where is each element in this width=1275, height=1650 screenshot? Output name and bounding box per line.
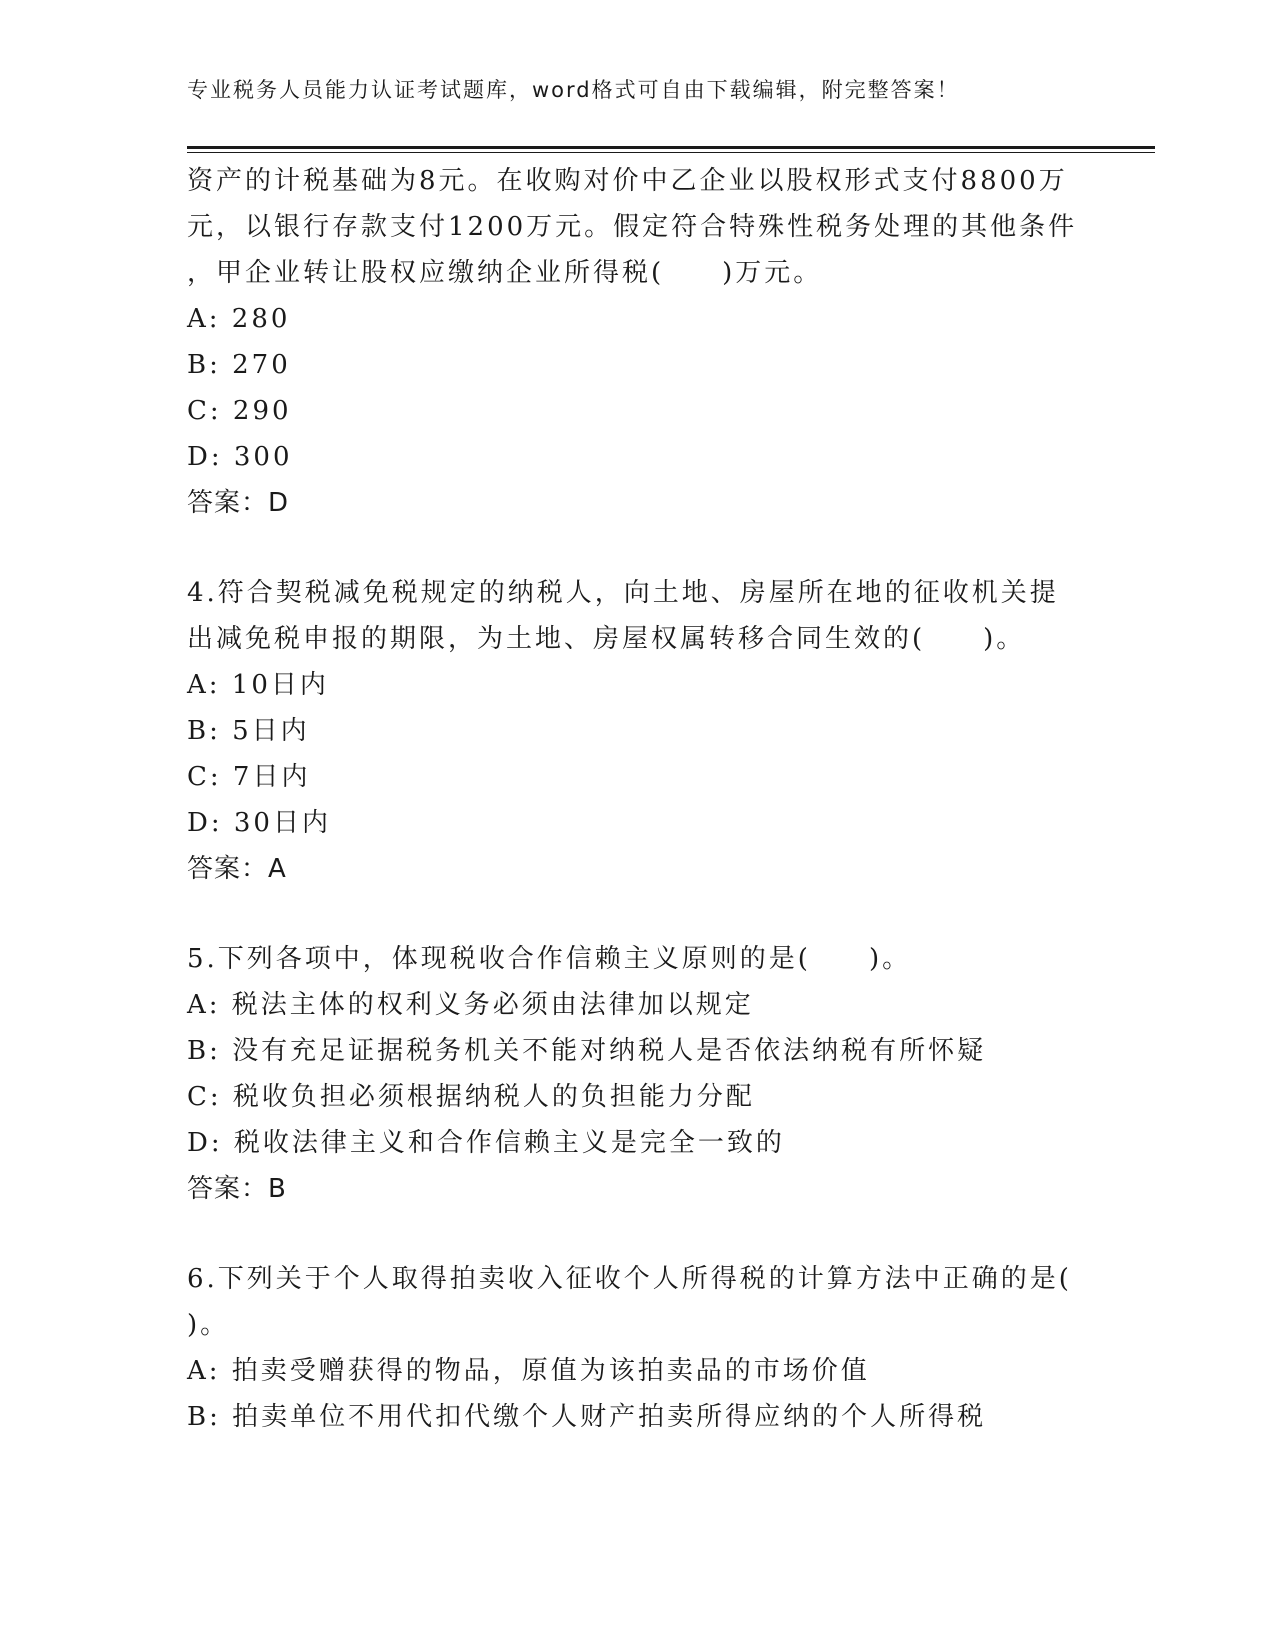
option-a: A: 280 [187,304,291,334]
option-d: D: 30日内 [187,808,331,838]
option-b: B: 拍卖单位不用代扣代缴个人财产拍卖所得应纳的个人所得税 [187,1402,987,1432]
answer-line: 答案：D [187,488,290,518]
option-c: C: 7日内 [187,762,311,792]
question-block [187,158,1087,526]
option-a: A: 拍卖受赠获得的物品，原值为该拍卖品的市场价值 [187,1356,870,1386]
header-rule-thin [187,152,1155,153]
question-stem-line: )。 [187,1310,230,1340]
option-d: D: 300 [187,442,293,472]
question-stem-line: 5.下列各项中，体现税收合作信赖主义原则的是( )。 [187,944,912,974]
option-b: B: 270 [187,350,291,380]
answer-line: 答案：B [187,1174,287,1204]
question-stem-line: 出减免税申报的期限，为土地、房屋权属转移合同生效的( )。 [187,624,1026,654]
option-c: C: 290 [187,396,292,426]
answer-line: 答案：A [187,854,287,884]
question-stem-line: 6.下列关于个人取得拍卖收入征收个人所得税的计算方法中正确的是( [187,1264,1072,1294]
option-c: C: 税收负担必须根据纳税人的负担能力分配 [187,1082,755,1112]
question-stem-line: ，甲企业转让股权应缴纳企业所得税( )万元。 [187,258,823,288]
option-d: D: 税收法律主义和合作信赖主义是完全一致的 [187,1128,785,1158]
question-stem-line: 资产的计税基础为8元。在收购对价中乙企业以股权形式支付8800万 [187,166,1068,196]
question-stem-line: 4.符合契税减免税规定的纳税人，向土地、房屋所在地的征收机关提 [187,578,1059,608]
page-header: 专业税务人员能力认证考试题库，word格式可自由下载编辑，附完整答案！ [187,78,960,102]
option-b: B: 5日内 [187,716,310,746]
header-rule-thick [187,146,1155,149]
question-list [187,158,1087,1440]
question-block [187,1256,1087,1440]
option-a: A: 税法主体的权利义务必须由法律加以规定 [187,990,754,1020]
option-a: A: 10日内 [187,670,329,700]
question-stem-line: 元，以银行存款支付1200万元。假定符合特殊性税务处理的其他条件 [187,212,1078,242]
question-block [187,570,1087,892]
question-block [187,936,1087,1212]
option-b: B: 没有充足证据税务机关不能对纳税人是否依法纳税有所怀疑 [187,1036,987,1066]
